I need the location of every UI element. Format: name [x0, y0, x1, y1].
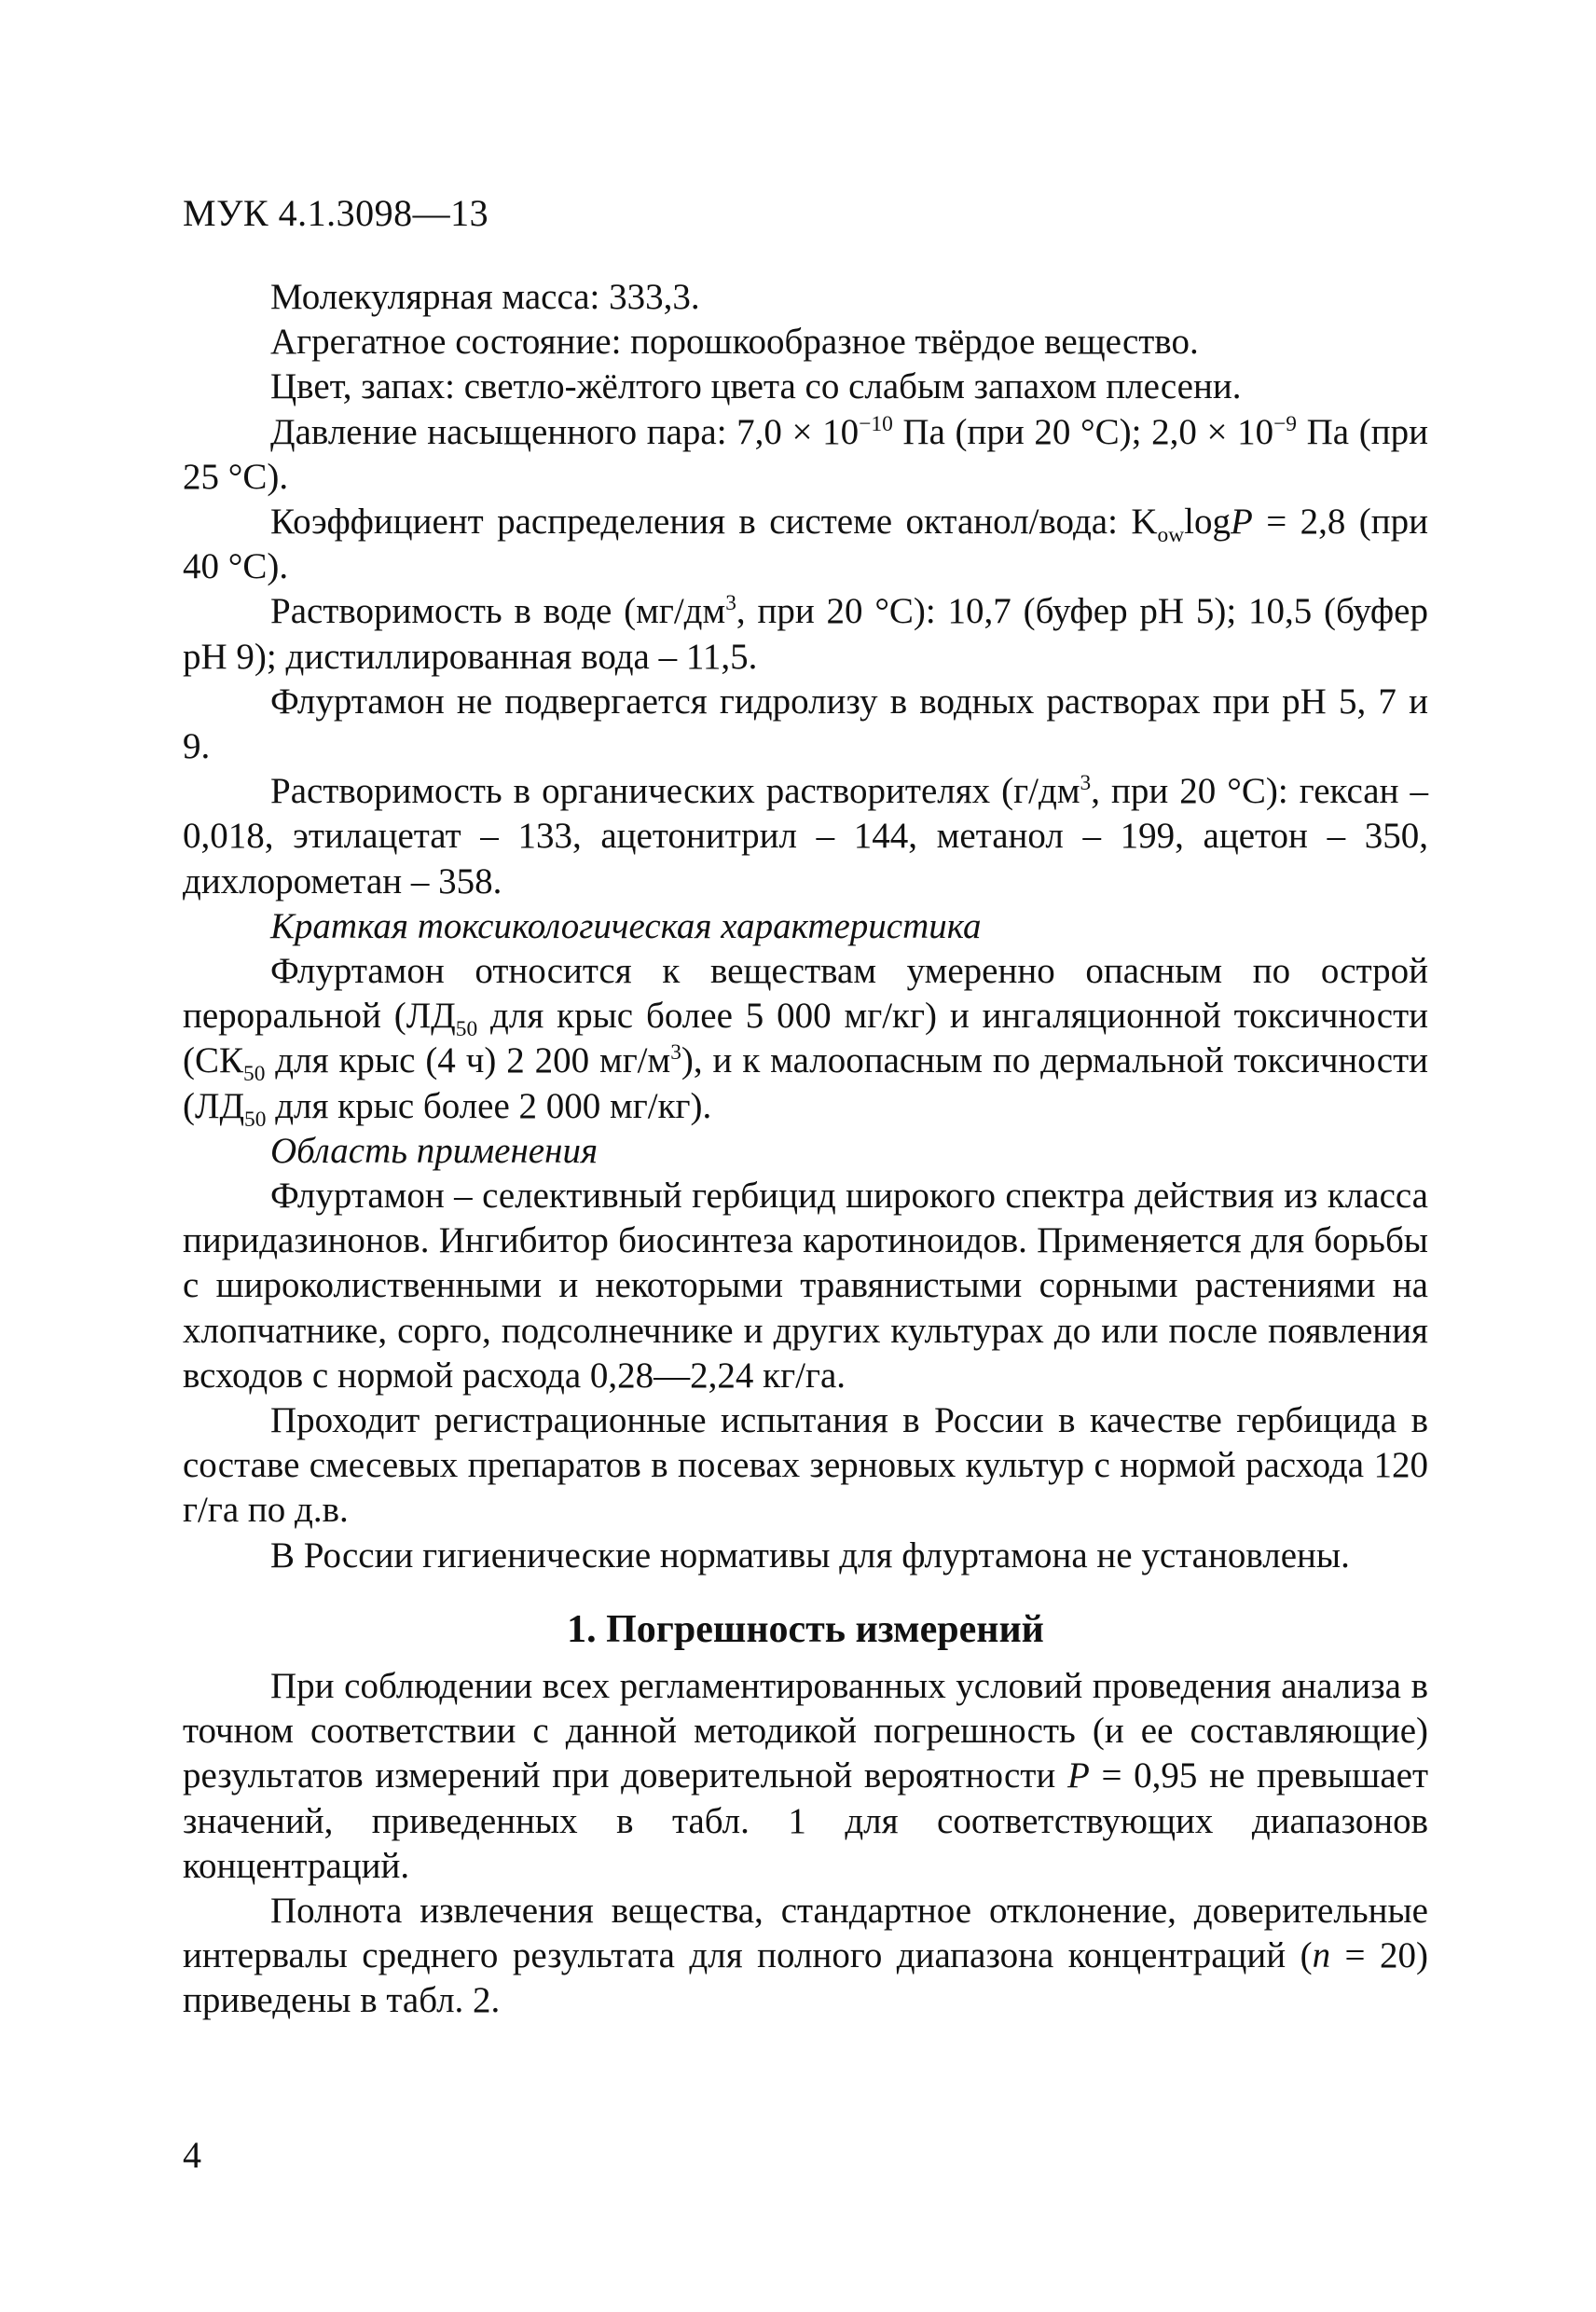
partition-variable: P [1230, 502, 1253, 543]
partition-label: Коэффициент распределения в системе октанол/вода: K [270, 502, 1158, 543]
vapor-pressure-exponent-1: −10 [859, 411, 893, 436]
sk50-subscript: 50 [243, 1062, 266, 1087]
organic-solubility-tail: , при 20 °C): гексан – 0,018, этилацетат – 133, ацетонитрил – 144, метанол – 199, ацетон – 350, дихлорометан – 358. [183, 771, 1428, 901]
water-solubility-paragraph [183, 589, 1428, 679]
section-1-p1-text-a: При соблюдении всех регламентированных условий проведения анализа в точном соответствии с данной методикой погрешность (и ее составляющие) результатов измерений при доверительной вероятности [183, 1665, 1428, 1796]
toxicology-text-3: для крыс (4 ч) 2 200 мг/м [265, 1040, 671, 1081]
section-1-p1-text-b: = 0,95 не превышает значений, приведенных в табл. 1 для соответствующих диапазонов концентраций. [183, 1755, 1428, 1886]
toxicology-text-1: Флуртамон относится к веществам умеренно опасным по острой пероральной (ЛД [183, 951, 1428, 1037]
molecular-mass-line: Молекулярная масса: 333,3. [270, 277, 700, 317]
document-code-header: МУК 4.1.3098—13 [183, 192, 489, 234]
section-1-p2-text-b: = 20) приведены в табл. 2. [183, 1935, 1428, 2021]
water-solubility-tail: , при 20 °C): 10,7 (буфер рН 5); 10,5 (буфер рН 9); дистиллированная вода – 11,5. [183, 591, 1428, 677]
application-subheading: Область применения [270, 1130, 598, 1171]
application-paragraph-3: В России гигиенические нормативы для флуртамона не установлены. [270, 1534, 1350, 1576]
ld50-subscript-1: 50 [455, 1017, 478, 1042]
toxicology-paragraph [183, 949, 1429, 1132]
section-1-p2-text-a: Полнота извлечения вещества, стандартное отклонение, доверительные интервалы среднего результата для полного диапазона концентраций ( [183, 1890, 1428, 1976]
partition-tail: = 2,8 (при 40 °C). [183, 502, 1428, 587]
vapor-pressure-paragraph [183, 410, 1428, 500]
water-solubility-label: Растворимость в воде (мг/дм [270, 591, 726, 632]
color-odor-line: Цвет, запах: светло-жёлтого цвета со слабым запахом плесени. [270, 366, 1242, 407]
aggregate-state-line: Агрегатное состояние: порошкообразное твёрдое вещество. [270, 322, 1199, 363]
vapor-pressure-tail: Па (при 25 °C). [183, 411, 1428, 497]
toxicology-text-4: ), и к малоопасным по дермальной токсичности (ЛД [183, 1040, 1429, 1126]
ld50-subscript-2: 50 [244, 1107, 267, 1132]
organic-solubility-paragraph [183, 769, 1428, 904]
water-solubility-sup: 3 [725, 591, 736, 616]
sample-size-variable: n [1312, 1935, 1331, 1976]
m3-superscript: 3 [670, 1040, 681, 1066]
partition-coefficient-paragraph [183, 500, 1428, 589]
section-1-heading: 1. Погрешность измерений [567, 1607, 1044, 1651]
toxicology-text-5: для крыс более 2 000 мг/кг). [266, 1085, 712, 1126]
toxicology-text-2: для крыс более 5 000 мг/кг) и ингаляционной токсичности (СК [183, 996, 1428, 1081]
page-number: 4 [183, 2134, 201, 2176]
vapor-pressure-label: Давление насыщенного пара: 7,0 × 10 [270, 411, 860, 452]
organic-solubility-label: Растворимость в органических растворителях (г/дм [270, 771, 1080, 812]
vapor-pressure-exponent-2: −9 [1273, 411, 1297, 436]
section-1-paragraph-2 [183, 1889, 1428, 2024]
application-paragraph-2: Проходит регистрационные испытания в России в качестве гербицида в составе смесевых препаратов в посевах зерновых культур с нормой расхода 120 г/га по д.в. [183, 1400, 1428, 1531]
probability-variable: P [1066, 1755, 1090, 1796]
hydrolysis-paragraph: Флуртамон не подвергается гидролизу в водных растворах при рН 5, 7 и 9. [183, 681, 1428, 767]
section-1-paragraph-1 [183, 1664, 1428, 1889]
organic-solubility-sup: 3 [1080, 771, 1092, 796]
application-paragraph-1: Флуртамон – селективный гербицид широкого спектра действия из класса пиридазинонов. Ингибитор биосинтеза каротиноидов. Применяется для борьбы с широколиственными и некоторыми травянистыми сорными растениями на хлопчатнике, сорго, подсолнечнике и других культурах до или после появления всходов с нормой расхода 0,28—2,24 кг/га. [183, 1176, 1428, 1396]
document-body [183, 275, 1428, 2024]
partition-subscript: ow [1157, 522, 1185, 547]
toxicology-subheading: Краткая токсикологическая характеристика [270, 905, 982, 946]
partition-log: log [1184, 502, 1231, 543]
vapor-pressure-mid: Па (при 20 °C); 2,0 × 10 [892, 411, 1274, 452]
